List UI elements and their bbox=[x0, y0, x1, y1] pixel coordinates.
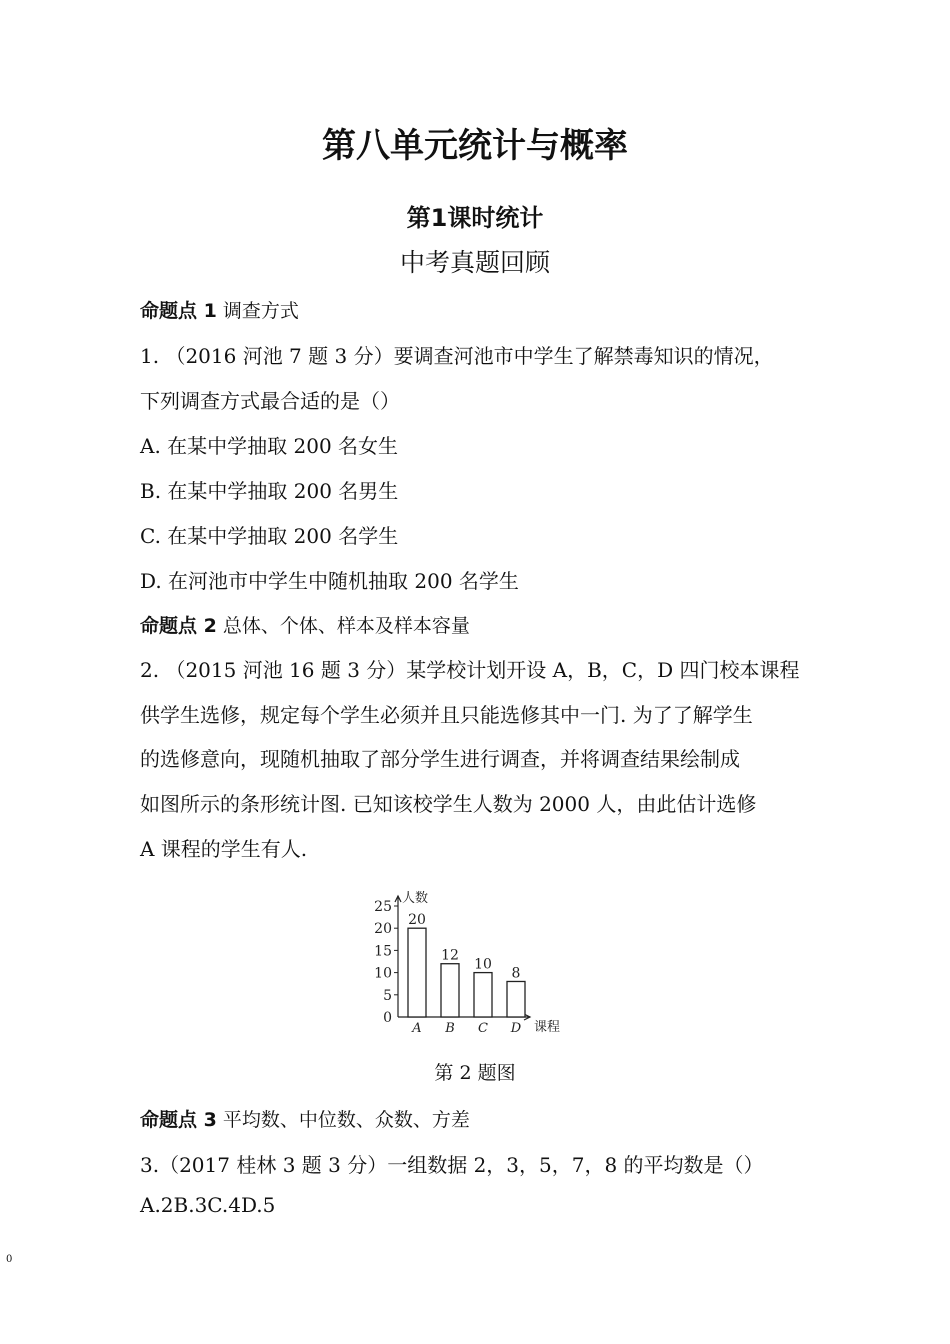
q1-option-b: B. 在某中学抽取 200 名男生 bbox=[140, 479, 399, 503]
bar bbox=[441, 964, 459, 1017]
q3-stem: 3.（2017 桂林 3 题 3 分）一组数据 2，3，5，7，8 的平均数是（） bbox=[140, 1153, 764, 1177]
topic-2-heading bbox=[140, 611, 470, 638]
y-tick-label: 10 bbox=[374, 965, 392, 982]
topic-3-heading bbox=[140, 1105, 470, 1132]
x-axis-label: 课程 bbox=[534, 1020, 561, 1035]
topic-1-heading bbox=[140, 296, 299, 323]
q1-stem-line-1: 1. （2016 河池 7 题 3 分）要调查河池市中学生了解禁毒知识的情况， bbox=[140, 344, 774, 368]
q2-line-2: 供学生选修，规定每个学生必须并且只能选修其中一门. 为了了解学生 bbox=[140, 703, 753, 727]
y-tick-label: 25 bbox=[374, 899, 392, 915]
bar-chart bbox=[368, 886, 580, 1038]
q1-option-c: C. 在某中学抽取 200 名学生 bbox=[140, 524, 399, 548]
page-title: 第八单元统计与概率 bbox=[322, 126, 628, 166]
q1-option-d: D. 在河池市中学生中随机抽取 200 名学生 bbox=[140, 569, 519, 593]
y-tick-label: 0 bbox=[383, 1010, 392, 1026]
bar-value-label: 8 bbox=[511, 965, 521, 982]
q2-line-4: 如图所示的条形统计图. 已知该校学生人数为 2000 人，由此估计选修 bbox=[140, 792, 757, 816]
topic-label: 命题点 3 bbox=[140, 1109, 217, 1131]
topic-label: 命题点 1 bbox=[140, 300, 217, 322]
figure-caption: 第 2 题图 bbox=[434, 1062, 516, 1084]
q1-option-a: A. 在某中学抽取 200 名女生 bbox=[140, 434, 399, 458]
bar bbox=[474, 973, 492, 1017]
q2-line-1: 2. （2015 河池 16 题 3 分）某学校计划开设 A，B，C，D 四门校本课程 bbox=[140, 658, 800, 682]
y-tick-label: 15 bbox=[374, 943, 392, 960]
topic-text: 平均数、中位数、众数、方差 bbox=[222, 1109, 470, 1131]
bar-value-label: 20 bbox=[408, 912, 426, 929]
page-number: 0 bbox=[6, 1254, 13, 1265]
bar-value-label: 12 bbox=[441, 947, 459, 964]
x-tick-label: A bbox=[412, 1021, 422, 1036]
y-tick-label: 5 bbox=[383, 987, 392, 1004]
q2-line-3: 的选修意向，现随机抽取了部分学生进行调查，并将调查结果绘制成 bbox=[140, 747, 740, 771]
x-tick-label: D bbox=[510, 1021, 522, 1036]
lesson-title: 第1课时统计 bbox=[406, 204, 544, 232]
q3-options: A.2B.3C.4D.5 bbox=[140, 1193, 276, 1217]
section-title: 中考真题回顾 bbox=[399, 248, 550, 277]
y-axis-label: 人数 bbox=[402, 891, 429, 906]
x-tick-label: C bbox=[478, 1021, 488, 1036]
topic-text: 总体、个体、样本及样本容量 bbox=[222, 615, 470, 637]
bar bbox=[507, 981, 525, 1017]
topic-text: 调查方式 bbox=[222, 300, 299, 322]
x-tick-label: B bbox=[445, 1021, 455, 1036]
q1-stem-line-2: 下列调查方式最合适的是（） bbox=[140, 389, 400, 413]
q2-line-5: A 课程的学生有人. bbox=[140, 837, 308, 861]
y-tick-label: 20 bbox=[374, 921, 392, 938]
topic-label: 命题点 2 bbox=[140, 615, 217, 637]
bar bbox=[408, 928, 426, 1017]
bar-value-label: 10 bbox=[474, 956, 492, 973]
